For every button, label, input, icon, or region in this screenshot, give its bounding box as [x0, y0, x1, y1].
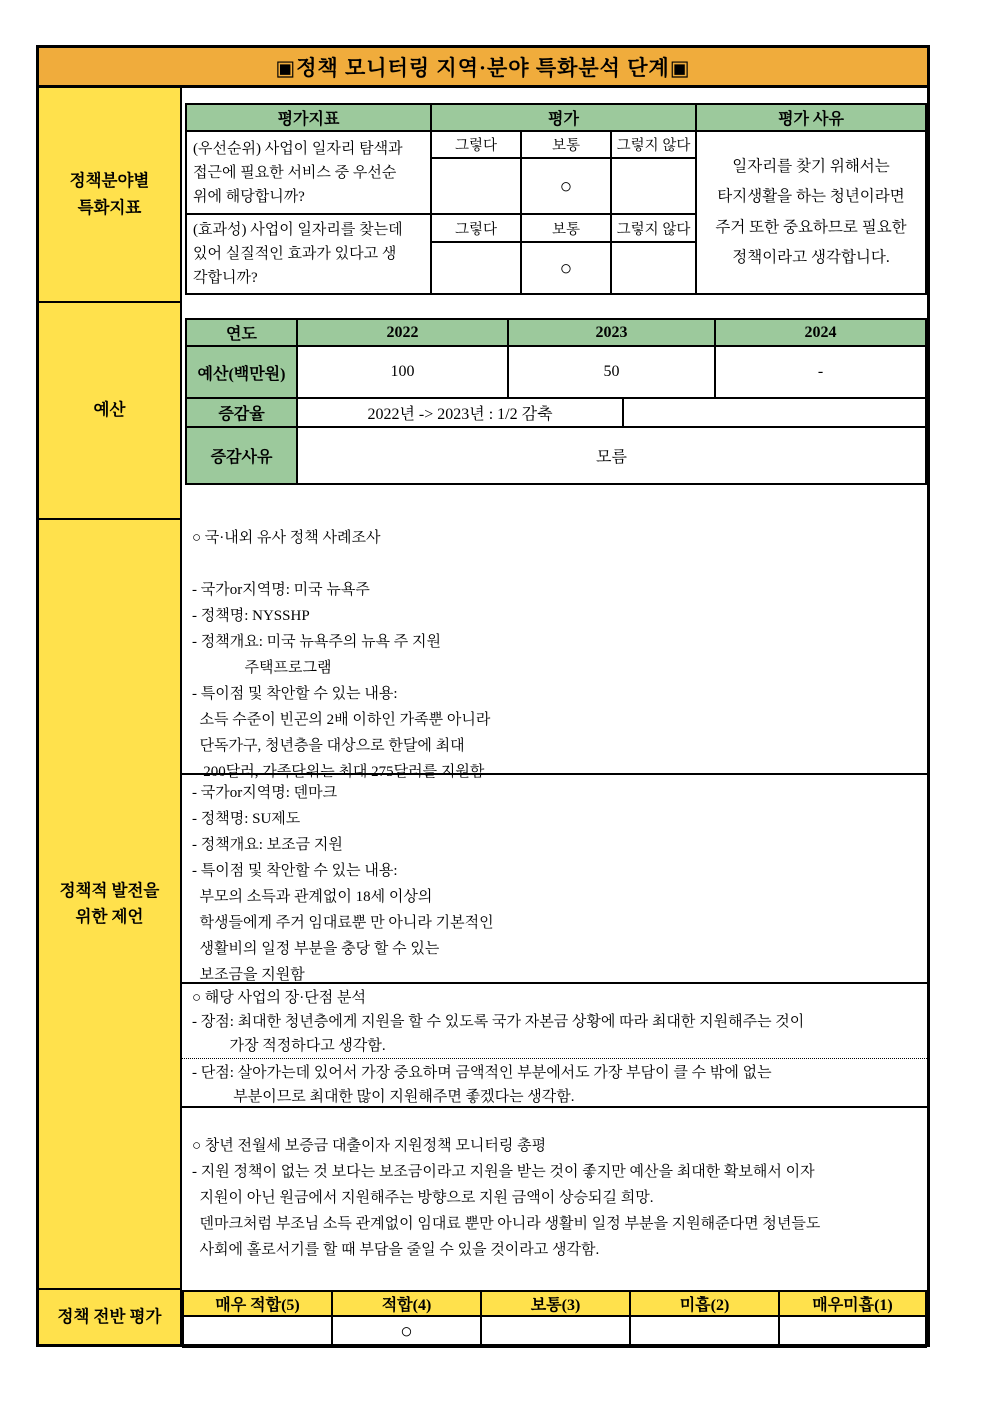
q1-answer-neutral[interactable]: ○ [521, 158, 611, 214]
q2-answer-disagree[interactable] [611, 242, 696, 294]
q1-scale-agree: 그렇다 [431, 131, 521, 158]
rating-answer-5[interactable] [183, 1316, 332, 1347]
section-label-budget: 예산 [39, 303, 180, 520]
rating-answer-3[interactable] [481, 1316, 630, 1347]
budget-year-2024: 2024 [715, 319, 926, 346]
section-label-overall-rating: 정책 전반 평가 [57, 1306, 162, 1326]
budget-year-2023: 2023 [508, 319, 715, 346]
question-2-text: (효과성) 사업이 일자리를 찾는데 있어 실질적인 효과가 있다고 생 각합니까? [186, 214, 431, 294]
budget-amount-2023: 50 [508, 346, 715, 398]
monitoring-summary-area [182, 1108, 927, 1290]
budget-year-2022: 2022 [297, 319, 508, 346]
question-1-text: (우선순위) 사업이 일자리 탐색과 접근에 필요한 서비스 중 우선순 위에 해당합니까? [186, 131, 431, 214]
rating-label-2: 미흡(2) [630, 1291, 779, 1316]
q2-scale-agree: 그렇다 [431, 214, 521, 242]
rating-label-4: 적합(4) [332, 1291, 481, 1316]
pros-cons-box [182, 984, 927, 1108]
form-title: ▣정책 모니터링 지역·분야 특화분석 단계▣ [39, 48, 927, 88]
q1-scale-disagree: 그렇지 않다 [611, 131, 696, 158]
budget-change-reason-label: 증감사유 [186, 427, 297, 484]
indicator-evaluation-table [185, 103, 927, 295]
section-label-special-indicators: 정책분야별 특화지표 [39, 88, 180, 303]
overall-rating-table [182, 1290, 927, 1348]
col-header-reason: 평가 사유 [696, 104, 926, 131]
q2-answer-neutral[interactable]: ○ [521, 242, 611, 294]
budget-change-label: 증감율 [186, 398, 297, 427]
rating-answer-1[interactable] [779, 1316, 926, 1347]
rating-answer-2[interactable] [630, 1316, 779, 1347]
rating-answer-4[interactable]: ○ [332, 1316, 481, 1347]
budget-amount-2024: - [715, 346, 926, 398]
q1-answer-agree[interactable] [431, 158, 521, 214]
col-header-indicator: 평가지표 [186, 104, 431, 131]
col-header-rating: 평가 [431, 104, 696, 131]
budget-amount-2022: 100 [297, 346, 508, 398]
evaluation-reason-text: 일자리를 찾기 위해서는 타지생활을 하는 청년이라면 주거 또한 중요하므로 필요한 정책이라고 생각합니다. [696, 131, 926, 294]
case-study-text: ○ 국·내외 유사 정책 사례조사 - 국가or지역명: 미국 뉴욕주 - 정책명: NYSSHP - 정책개요: 미국 뉴욕주의 뉴욕 주 지원 주택프로그램 - 특이점 및 착안할 수 있는 내용: 소득 수준이 빈곤의 2배 이하인 가족뿐 아니라 단독가구, 청년층을 대상으로 한달에 최대 200달러, 가족단위는 최대 275달러를 지원함 [192, 530, 491, 780]
rating-label-3: 보통(3) [481, 1291, 630, 1316]
case-study-box [182, 520, 927, 780]
section-label-column [39, 88, 182, 1344]
q2-scale-neutral: 보통 [521, 214, 611, 242]
denmark-case-box [182, 775, 927, 984]
budget-table [185, 318, 927, 485]
budget-change-value: 2022년 -> 2023년 : 1/2 감축 [298, 399, 624, 426]
monitoring-summary-text: ○ 창년 전월세 보증금 대출이자 지원정책 모니터링 총평 - 지원 정책이 없는 것 보다는 보조금이라고 지원을 받는 것이 좋지만 예산을 최대한 확보해서 이자 지원이 아닌 원금에서 지원해주는 방향으로 지원 금액이 상승되길 희망. 덴마크처럼 부조님 소득 관계없이 임대료 뿐만 아니라 생활비 일정 부분을 지원해준다면 청년들도 사회에 홀로서기를 할 때 부담을 줄일 수 있을 것이라고 생각함. [192, 1138, 821, 1258]
policy-monitoring-form [36, 45, 930, 1347]
budget-year-label: 연도 [186, 319, 297, 346]
q2-answer-agree[interactable] [431, 242, 521, 294]
budget-amount-label: 예산(백만원) [186, 346, 297, 398]
q1-scale-neutral: 보통 [521, 131, 611, 158]
denmark-case-text: - 국가or지역명: 덴마크 - 정책명: SU제도 - 정책개요: 보조금 지원 - 특이점 및 착안할 수 있는 내용: 부모의 소득과 관계없이 18세 이상의 학생들에게 주거 임대료뿐 만 아니라 기본적인 생활비의 일정 부분을 충당 할 수 있는 보조금을 지원함 [192, 785, 494, 983]
section-label-suggestions: 정책적 발전을 위한 제언 [39, 520, 180, 1290]
pros-text: ○ 해당 사업의 장·단점 분석 - 장점: 최대한 청년층에게 지원을 할 수 있도록 국가 자본금 상황에 따라 최대한 지원해주는 것이 가장 적정하다고 생각함. [182, 984, 927, 1059]
cons-text: - 단점: 살아가는데 있어서 가장 중요하며 금액적인 부분에서도 가장 부담이 클 수 밖에 없는 부분이므로 최대한 많이 지원해주면 좋겠다는 생각함. [192, 1065, 772, 1105]
q1-answer-disagree[interactable] [611, 158, 696, 214]
rating-label-5: 매우 적합(5) [183, 1291, 332, 1316]
budget-change-reason-value: 모름 [297, 427, 926, 484]
budget-change-row [297, 398, 926, 427]
q2-scale-disagree: 그렇지 않다 [611, 214, 696, 242]
rating-label-1: 매우미흡(1) [779, 1291, 926, 1316]
